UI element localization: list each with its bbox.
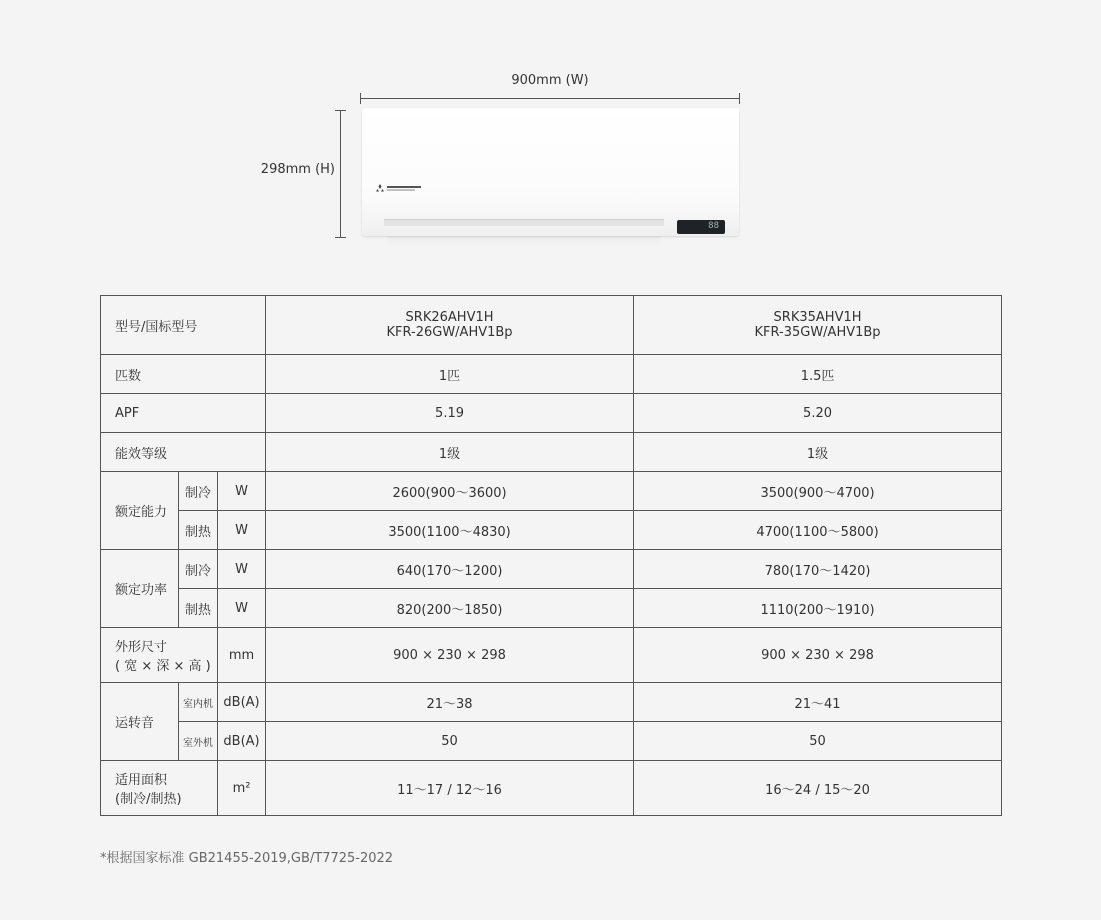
capacity-heat-unit: W xyxy=(218,511,266,550)
dimensions-label-line2: ( 宽 × 深 × 高 ) xyxy=(115,659,211,674)
model-cell xyxy=(266,296,634,355)
ac-display-panel xyxy=(677,220,725,234)
product-illustration xyxy=(0,0,1101,280)
capacity-label: 额定能力 xyxy=(101,472,179,550)
noise-outdoor-value: 50 xyxy=(266,722,634,761)
height-dimension-tick-top xyxy=(335,110,346,111)
efficiency-value: 1级 xyxy=(634,433,1002,472)
efficiency-value: 1级 xyxy=(266,433,634,472)
table-row xyxy=(101,296,1002,355)
table-row xyxy=(101,722,1002,761)
table-row xyxy=(101,355,1002,394)
area-label xyxy=(101,761,218,816)
mitsubishi-logo-icon xyxy=(376,184,422,192)
height-dimension-label: 298mm (H) xyxy=(260,162,335,177)
noise-indoor-sublabel: 室内机 xyxy=(179,683,218,722)
capacity-cool-value: 3500(900～4700) xyxy=(634,472,1002,511)
footnote: *根据国家标准 GB21455-2019,GB/T7725-2022 xyxy=(100,851,394,866)
noise-indoor-value: 21～41 xyxy=(634,683,1002,722)
table-row xyxy=(101,550,1002,589)
capacity-heat-value: 4700(1100～5800) xyxy=(634,511,1002,550)
power-cool-value: 780(170～1420) xyxy=(634,550,1002,589)
power-label: 额定功率 xyxy=(101,550,179,628)
dimensions-value: 900 × 230 × 298 xyxy=(634,628,1002,683)
area-value: 11～17 / 12～16 xyxy=(266,761,634,816)
horsepower-label: 匹数 xyxy=(101,355,266,394)
capacity-heat-sublabel: 制热 xyxy=(179,511,218,550)
width-dimension-label: 900mm (W) xyxy=(511,73,589,88)
model-label: 型号/国标型号 xyxy=(101,296,266,355)
national-model-code: KFR-35GW/AHV1Bp xyxy=(754,325,881,340)
capacity-cool-sublabel: 制冷 xyxy=(179,472,218,511)
table-row xyxy=(101,628,1002,683)
spec-table xyxy=(100,295,1002,816)
power-heat-value: 820(200～1850) xyxy=(266,589,634,628)
capacity-cool-value: 2600(900～3600) xyxy=(266,472,634,511)
dimensions-value: 900 × 230 × 298 xyxy=(266,628,634,683)
horsepower-value: 1.5匹 xyxy=(634,355,1002,394)
area-label-line2: (制冷/制热) xyxy=(115,792,182,807)
table-row xyxy=(101,683,1002,722)
efficiency-label: 能效等级 xyxy=(101,433,266,472)
horsepower-value: 1匹 xyxy=(266,355,634,394)
model-code: SRK35AHV1H xyxy=(773,310,862,325)
dimensions-label xyxy=(101,628,218,683)
table-row xyxy=(101,589,1002,628)
ac-display-readout: 88 xyxy=(708,221,719,231)
air-conditioner-unit xyxy=(362,108,739,236)
table-row xyxy=(101,761,1002,816)
apf-label: APF xyxy=(101,394,266,433)
ac-air-vent xyxy=(384,219,664,226)
width-dimension-tick-left xyxy=(360,93,361,104)
table-row xyxy=(101,472,1002,511)
power-cool-sublabel: 制冷 xyxy=(179,550,218,589)
height-dimension-tick-bottom xyxy=(335,237,346,238)
dimensions-unit: mm xyxy=(218,628,266,683)
height-dimension-line xyxy=(340,110,341,237)
noise-outdoor-unit: dB(A) xyxy=(218,722,266,761)
power-heat-value: 1110(200～1910) xyxy=(634,589,1002,628)
table-row xyxy=(101,394,1002,433)
area-label-line1: 适用面积 xyxy=(115,773,168,788)
apf-value: 5.20 xyxy=(634,394,1002,433)
noise-label: 运转音 xyxy=(101,683,179,761)
power-heat-unit: W xyxy=(218,589,266,628)
national-model-code: KFR-26GW/AHV1Bp xyxy=(386,325,513,340)
apf-value: 5.19 xyxy=(266,394,634,433)
model-code: SRK26AHV1H xyxy=(405,310,494,325)
noise-outdoor-sublabel: 室外机 xyxy=(179,722,218,761)
capacity-cool-unit: W xyxy=(218,472,266,511)
power-heat-sublabel: 制热 xyxy=(179,589,218,628)
table-row xyxy=(101,511,1002,550)
capacity-heat-value: 3500(1100～4830) xyxy=(266,511,634,550)
noise-outdoor-value: 50 xyxy=(634,722,1002,761)
power-cool-value: 640(170～1200) xyxy=(266,550,634,589)
power-cool-unit: W xyxy=(218,550,266,589)
noise-indoor-value: 21～38 xyxy=(266,683,634,722)
dimensions-label-line1: 外形尺寸 xyxy=(115,640,168,655)
table-row xyxy=(101,433,1002,472)
area-unit: m² xyxy=(218,761,266,816)
width-dimension-tick-right xyxy=(739,93,740,104)
width-dimension-line xyxy=(360,98,740,99)
noise-indoor-unit: dB(A) xyxy=(218,683,266,722)
model-cell xyxy=(634,296,1002,355)
area-value: 16～24 / 15～20 xyxy=(634,761,1002,816)
